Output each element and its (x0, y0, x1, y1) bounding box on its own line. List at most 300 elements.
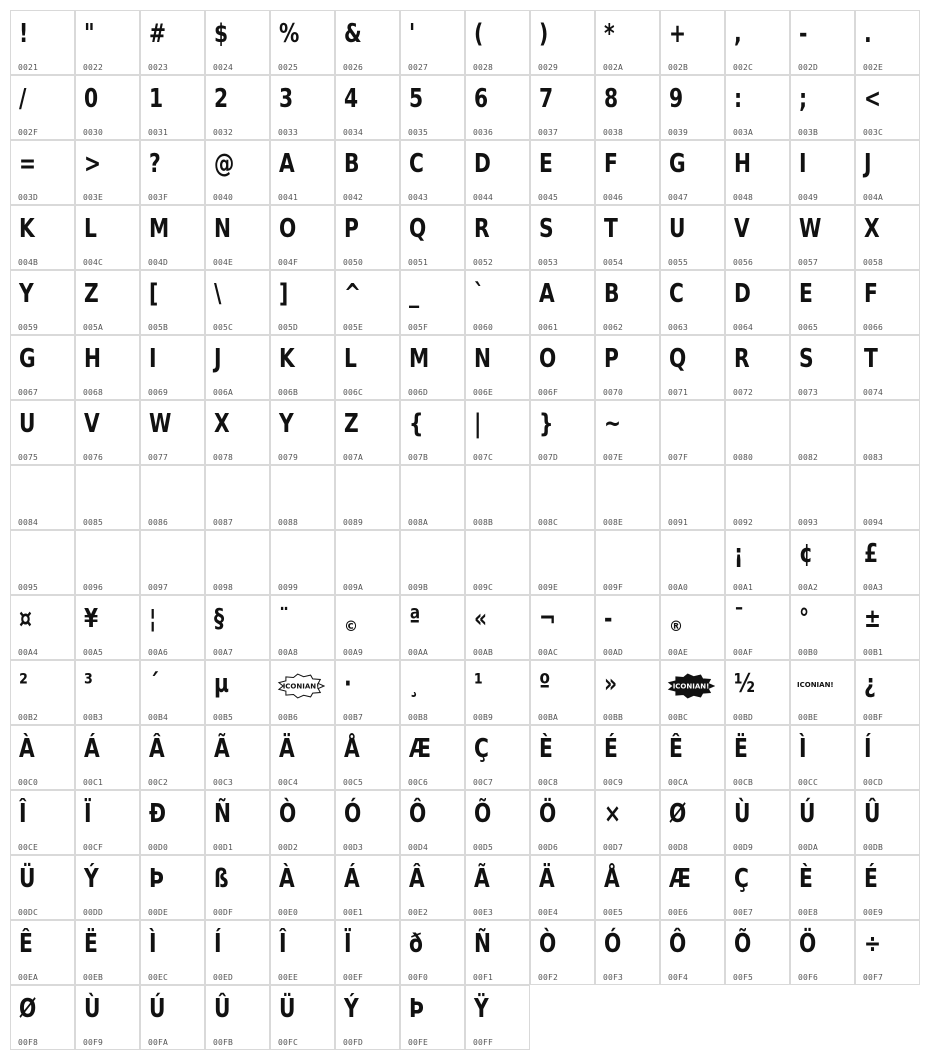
glyph-code-label: 0047 (668, 193, 689, 202)
glyph-code-label: 0086 (148, 518, 169, 527)
glyph-cell (855, 725, 920, 790)
glyph-cell (465, 530, 530, 595)
glyph-sample: Ï (344, 929, 352, 959)
glyph-sample: ! (19, 19, 29, 49)
glyph-code-label: 00B0 (798, 648, 819, 657)
glyph-code-label: 00E5 (603, 908, 624, 917)
glyph-cell (270, 140, 335, 205)
glyph-code-label: 006D (408, 388, 429, 397)
glyph-sample: 0 (84, 84, 99, 114)
glyph-code-label: 0024 (213, 63, 234, 72)
glyph-code-label: 00A1 (733, 583, 754, 592)
glyph-code-label: 0060 (473, 323, 494, 332)
glyph-code-label: 00C3 (213, 778, 234, 787)
glyph-cell (270, 335, 335, 400)
glyph-code-label: 00AC (538, 648, 559, 657)
glyph-cell (530, 270, 595, 335)
glyph-sample: È (799, 864, 813, 894)
glyph-code-label: 0046 (603, 193, 624, 202)
glyph-code-label: 0065 (798, 323, 819, 332)
glyph-sample: Ï (84, 799, 92, 829)
glyph-sample: G (669, 149, 686, 179)
glyph-code-label: 007F (668, 453, 689, 462)
glyph-cell (595, 400, 660, 465)
glyph-code-label: 0048 (733, 193, 754, 202)
glyph-code-label: 002C (733, 63, 754, 72)
glyph-code-label: 0022 (83, 63, 104, 72)
glyph-cell (10, 595, 75, 660)
glyph-code-label: 0059 (18, 323, 39, 332)
glyph-sample: 8 (604, 84, 619, 114)
glyph-sample: Ò (279, 799, 297, 829)
glyph-code-label: 0080 (733, 453, 754, 462)
glyph-cell (530, 205, 595, 270)
glyph-sample: B (344, 149, 360, 179)
glyph-code-label: 00E8 (798, 908, 819, 917)
glyph-code-label: 00FC (278, 1038, 299, 1047)
glyph-code-label: 00EA (18, 973, 39, 982)
glyph-code-label: 007A (343, 453, 364, 462)
glyph-code-label: 005E (343, 323, 364, 332)
glyph-sample: Ì (149, 929, 157, 959)
glyph-cell (660, 465, 725, 530)
glyph-cell (530, 335, 595, 400)
glyph-cell (855, 140, 920, 205)
glyph-sample: Ä (279, 734, 295, 764)
glyph-sample: P (604, 344, 619, 374)
glyph-code-label: 00E7 (733, 908, 754, 917)
glyph-code-label: 00F8 (18, 1038, 39, 1047)
glyph-code-label: 006E (473, 388, 494, 397)
glyph-sample: ¯ (734, 604, 745, 634)
glyph-cell (335, 725, 400, 790)
glyph-code-label: 0069 (148, 388, 169, 397)
glyph-sample: Å (604, 864, 620, 894)
glyph-cell (10, 465, 75, 530)
glyph-cell (725, 595, 790, 660)
glyph-cell (790, 790, 855, 855)
glyph-code-label: 0098 (213, 583, 234, 592)
glyph-sample: - (604, 604, 613, 634)
glyph-cell (270, 725, 335, 790)
glyph-code-label: 008C (538, 518, 559, 527)
glyph-sample: ® (669, 619, 683, 635)
glyph-sample: ¹ (474, 669, 483, 699)
glyph-sample: @ (214, 149, 235, 179)
glyph-cell (465, 855, 530, 920)
glyph-code-label: 008B (473, 518, 494, 527)
glyph-cell (270, 75, 335, 140)
glyph-cell (660, 660, 725, 725)
glyph-cell (725, 10, 790, 75)
glyph-cell (75, 855, 140, 920)
glyph-sample: D (734, 279, 751, 309)
glyph-code-label: 00E4 (538, 908, 559, 917)
glyph-cell (400, 465, 465, 530)
glyph-code-label: 0093 (798, 518, 819, 527)
glyph-sample: Ó (604, 929, 622, 959)
glyph-sample: Z (84, 279, 99, 309)
glyph-code-label: 00D2 (278, 843, 299, 852)
glyph-sample: A (539, 279, 555, 309)
glyph-sample: \ (214, 279, 222, 309)
glyph-code-label: 00F3 (603, 973, 624, 982)
glyph-code-label: 00BF (863, 713, 884, 722)
glyph-code-label: 0045 (538, 193, 559, 202)
glyph-cell (335, 10, 400, 75)
glyph-cell (855, 530, 920, 595)
glyph-code-label: 00B8 (408, 713, 429, 722)
glyph-cell (10, 335, 75, 400)
glyph-cell (790, 10, 855, 75)
glyph-sample: N (474, 344, 491, 374)
glyph-code-label: 0029 (538, 63, 559, 72)
glyph-code-label: 00A3 (863, 583, 884, 592)
glyph-sample: © (344, 619, 358, 635)
glyph-code-label: 0061 (538, 323, 559, 332)
glyph-cell (595, 660, 660, 725)
glyph-sample: ± (864, 604, 882, 634)
glyph-cell (75, 725, 140, 790)
glyph-code-label: 00AF (733, 648, 754, 657)
glyph-sample: Y (279, 409, 294, 439)
glyph-code-label: 00CB (733, 778, 754, 787)
glyph-code-label: 002A (603, 63, 624, 72)
glyph-sample: ] (279, 279, 289, 309)
iconian-wordmark: ICONIAN! (282, 682, 320, 691)
glyph-cell (465, 10, 530, 75)
glyph-cell (140, 660, 205, 725)
glyph-code-label: 0068 (83, 388, 104, 397)
glyph-sample: Y (19, 279, 34, 309)
glyph-sample: L (344, 344, 357, 374)
glyph-code-label: 00FD (343, 1038, 364, 1047)
glyph-cell (530, 660, 595, 725)
glyph-sample: Ü (19, 864, 36, 894)
glyph-sample: ¦ (149, 604, 157, 634)
glyph-code-label: 0051 (408, 258, 429, 267)
glyph-sample: Í (864, 734, 872, 764)
glyph-sample: » (604, 669, 618, 699)
glyph-cell (270, 790, 335, 855)
glyph-cell (465, 270, 530, 335)
glyph-code-label: 00D3 (343, 843, 364, 852)
glyph-code-label: 00B2 (18, 713, 39, 722)
glyph-sample: Ù (734, 799, 751, 829)
glyph-sample: Ë (84, 929, 98, 959)
glyph-cell (595, 530, 660, 595)
glyph-code-label: 004E (213, 258, 234, 267)
glyph-code-label: 0041 (278, 193, 299, 202)
glyph-code-label: 00DA (798, 843, 819, 852)
glyph-code-label: 00D4 (408, 843, 429, 852)
glyph-cell (400, 75, 465, 140)
glyph-sample: Ì (799, 734, 807, 764)
glyph-code-label: 009A (343, 583, 364, 592)
glyph-code-label: 008E (603, 518, 624, 527)
glyph-sample: À (279, 864, 295, 894)
glyph-code-label: 00C6 (408, 778, 429, 787)
glyph-cell (335, 465, 400, 530)
glyph-cell (75, 270, 140, 335)
glyph-cell (790, 140, 855, 205)
glyph-sample: $ (214, 19, 229, 49)
glyph-sample: Ñ (474, 929, 491, 959)
glyph-cell (855, 335, 920, 400)
glyph-code-label: 007B (408, 453, 429, 462)
glyph-sample: - (799, 19, 808, 49)
glyph-sample: J (864, 149, 872, 179)
glyph-code-label: 0072 (733, 388, 754, 397)
glyph-cell (140, 205, 205, 270)
glyph-sample: , (734, 19, 742, 49)
glyph-code-label: 00FA (148, 1038, 169, 1047)
glyph-code-label: 00BA (538, 713, 559, 722)
glyph-sample: « (474, 604, 488, 634)
glyph-code-label: 0070 (603, 388, 624, 397)
glyph-code-label: 00B4 (148, 713, 169, 722)
glyph-cell (725, 725, 790, 790)
glyph-code-label: 00F0 (408, 973, 429, 982)
glyph-code-label: 009E (538, 583, 559, 592)
glyph-cell (595, 75, 660, 140)
glyph-code-label: 00AB (473, 648, 494, 657)
glyph-cell (790, 595, 855, 660)
glyph-cell (725, 530, 790, 595)
glyph-cell (10, 140, 75, 205)
glyph-sample: Æ (409, 734, 432, 764)
glyph-code-label: 0025 (278, 63, 299, 72)
glyph-cell (205, 595, 270, 660)
glyph-cell (335, 660, 400, 725)
glyph-sample: Ñ (214, 799, 231, 829)
glyph-cell (530, 75, 595, 140)
glyph-code-label: 0026 (343, 63, 364, 72)
glyph-code-label: 00E1 (343, 908, 364, 917)
glyph-cell (400, 920, 465, 985)
glyph-cell (465, 920, 530, 985)
glyph-code-label: 0055 (668, 258, 689, 267)
glyph-code-label: 00E2 (408, 908, 429, 917)
glyph-code-label: 00E3 (473, 908, 494, 917)
glyph-sample: Â (149, 734, 165, 764)
glyph-cell (790, 920, 855, 985)
glyph-cell (660, 335, 725, 400)
glyph-cell (595, 270, 660, 335)
glyph-cell (140, 335, 205, 400)
glyph-cell (205, 270, 270, 335)
glyph-sample: Ü (279, 994, 296, 1024)
glyph-code-label: 0077 (148, 453, 169, 462)
glyph-sample: Q (669, 344, 687, 374)
glyph-sample: Î (19, 799, 27, 829)
glyph-cell (595, 140, 660, 205)
glyph-code-label: 009C (473, 583, 494, 592)
glyph-code-label: 0030 (83, 128, 104, 137)
glyph-cell (530, 855, 595, 920)
glyph-sample: T (604, 214, 618, 244)
glyph-cell (10, 790, 75, 855)
glyph-code-label: 00D9 (733, 843, 754, 852)
glyph-cell (400, 140, 465, 205)
glyph-sample: ` (474, 279, 485, 309)
glyph-code-label: 00ED (213, 973, 234, 982)
glyph-sample: Ó (344, 799, 362, 829)
glyph-code-label: 009B (408, 583, 429, 592)
glyph-cell (530, 920, 595, 985)
glyph-sample: Ã (474, 864, 490, 894)
glyph-sample: ¬ (539, 604, 557, 634)
glyph-sample: C (669, 279, 684, 309)
glyph-sample: Ú (149, 994, 166, 1024)
glyph-sample: Ç (474, 734, 489, 764)
glyph-cell (270, 270, 335, 335)
glyph-cell (400, 790, 465, 855)
glyph-code-label: 00B9 (473, 713, 494, 722)
glyph-sample: Ÿ (474, 994, 489, 1024)
glyph-code-label: 002D (798, 63, 819, 72)
glyph-cell (140, 790, 205, 855)
glyph-sample: Ë (734, 734, 748, 764)
glyph-cell (335, 75, 400, 140)
glyph-cell (790, 270, 855, 335)
glyph-cell (10, 400, 75, 465)
glyph-cell (465, 725, 530, 790)
glyph-sample: R (474, 214, 490, 244)
glyph-code-label: 0099 (278, 583, 299, 592)
glyph-code-label: 006C (343, 388, 364, 397)
glyph-sample: _ (409, 279, 420, 309)
glyph-code-label: 0039 (668, 128, 689, 137)
glyph-code-label: 003F (148, 193, 169, 202)
glyph-code-label: 009F (603, 583, 624, 592)
glyph-sample: ¡ (734, 539, 744, 569)
glyph-code-label: 00D7 (603, 843, 624, 852)
glyph-sample: Â (409, 864, 425, 894)
glyph-cell (400, 270, 465, 335)
glyph-cell (140, 465, 205, 530)
glyph-code-label: 00C4 (278, 778, 299, 787)
glyph-code-label: 007E (603, 453, 624, 462)
glyph-sample: Æ (669, 864, 692, 894)
glyph-sample: F (604, 149, 618, 179)
glyph-sample: ß (214, 864, 229, 894)
glyph-cell (10, 530, 75, 595)
glyph-code-label: 0034 (343, 128, 364, 137)
glyph-sample: Ø (19, 994, 37, 1024)
glyph-code-label: 003A (733, 128, 754, 137)
glyph-sample: Í (214, 929, 222, 959)
glyph-cell (270, 660, 335, 725)
glyph-code-label: 0028 (473, 63, 494, 72)
glyph-cell (335, 920, 400, 985)
iconian-wordmark: ICONIAN! (797, 681, 834, 689)
glyph-cell (855, 790, 920, 855)
glyph-cell (595, 920, 660, 985)
glyph-cell (790, 335, 855, 400)
glyph-cell (400, 855, 465, 920)
glyph-code-label: 00B5 (213, 713, 234, 722)
glyph-code-label: 0096 (83, 583, 104, 592)
glyph-cell (465, 75, 530, 140)
glyph-code-label: 002B (668, 63, 689, 72)
glyph-cell (465, 985, 530, 1050)
glyph-cell (335, 855, 400, 920)
glyph-code-label: 00DF (213, 908, 234, 917)
glyph-cell (335, 530, 400, 595)
glyph-sample: 2 (214, 84, 229, 114)
glyph-code-label: 00A8 (278, 648, 299, 657)
glyph-cell (335, 335, 400, 400)
glyph-code-label: 0049 (798, 193, 819, 202)
glyph-cell (10, 920, 75, 985)
glyph-sample: Ä (539, 864, 555, 894)
glyph-cell (270, 530, 335, 595)
glyph-code-label: 00A5 (83, 648, 104, 657)
glyph-code-label: 00AE (668, 648, 689, 657)
glyph-cell (465, 660, 530, 725)
glyph-code-label: 0073 (798, 388, 819, 397)
glyph-cell (75, 335, 140, 400)
glyph-cell (75, 530, 140, 595)
glyph-code-label: 005A (83, 323, 104, 332)
glyph-cell (140, 400, 205, 465)
glyph-sample: ¥ (84, 604, 99, 634)
glyph-code-label: 00B7 (343, 713, 364, 722)
glyph-code-label: 00F7 (863, 973, 884, 982)
glyph-cell (595, 790, 660, 855)
glyph-sample: Ú (799, 799, 816, 829)
glyph-sample: X (864, 214, 880, 244)
glyph-sample: V (734, 214, 750, 244)
glyph-cell (205, 75, 270, 140)
glyph-code-label: 0052 (473, 258, 494, 267)
glyph-sample: . (864, 19, 872, 49)
glyph-sample: 3 (279, 84, 294, 114)
glyph-sample: 4 (344, 84, 359, 114)
glyph-cell (400, 400, 465, 465)
glyph-sample: Ô (409, 799, 427, 829)
glyph-code-label: 0092 (733, 518, 754, 527)
glyph-cell (270, 920, 335, 985)
glyph-cell (595, 465, 660, 530)
glyph-sample: Ò (539, 929, 557, 959)
glyph-code-label: 004D (148, 258, 169, 267)
glyph-cell (530, 400, 595, 465)
glyph-sample: V (84, 409, 100, 439)
glyph-cell (335, 140, 400, 205)
glyph-code-label: 00D0 (148, 843, 169, 852)
glyph-sample: H (84, 344, 101, 374)
glyph-sample: > (84, 149, 102, 179)
glyph-sample: ´ (149, 669, 160, 699)
glyph-cell (10, 205, 75, 270)
glyph-cell (205, 205, 270, 270)
glyph-cell (10, 855, 75, 920)
glyph-sample: ¿ (864, 669, 876, 699)
glyph-sample: Þ (149, 864, 164, 894)
glyph-cell (660, 790, 725, 855)
glyph-sample: Õ (734, 929, 752, 959)
glyph-sample: ~ (604, 409, 622, 439)
glyph-cell (140, 985, 205, 1050)
glyph-sample: 7 (539, 84, 554, 114)
glyph-code-label: 00F4 (668, 973, 689, 982)
glyph-sample: J (214, 344, 222, 374)
glyph-code-label: 0076 (83, 453, 104, 462)
glyph-code-label: 00C0 (18, 778, 39, 787)
glyph-code-label: 0071 (668, 388, 689, 397)
